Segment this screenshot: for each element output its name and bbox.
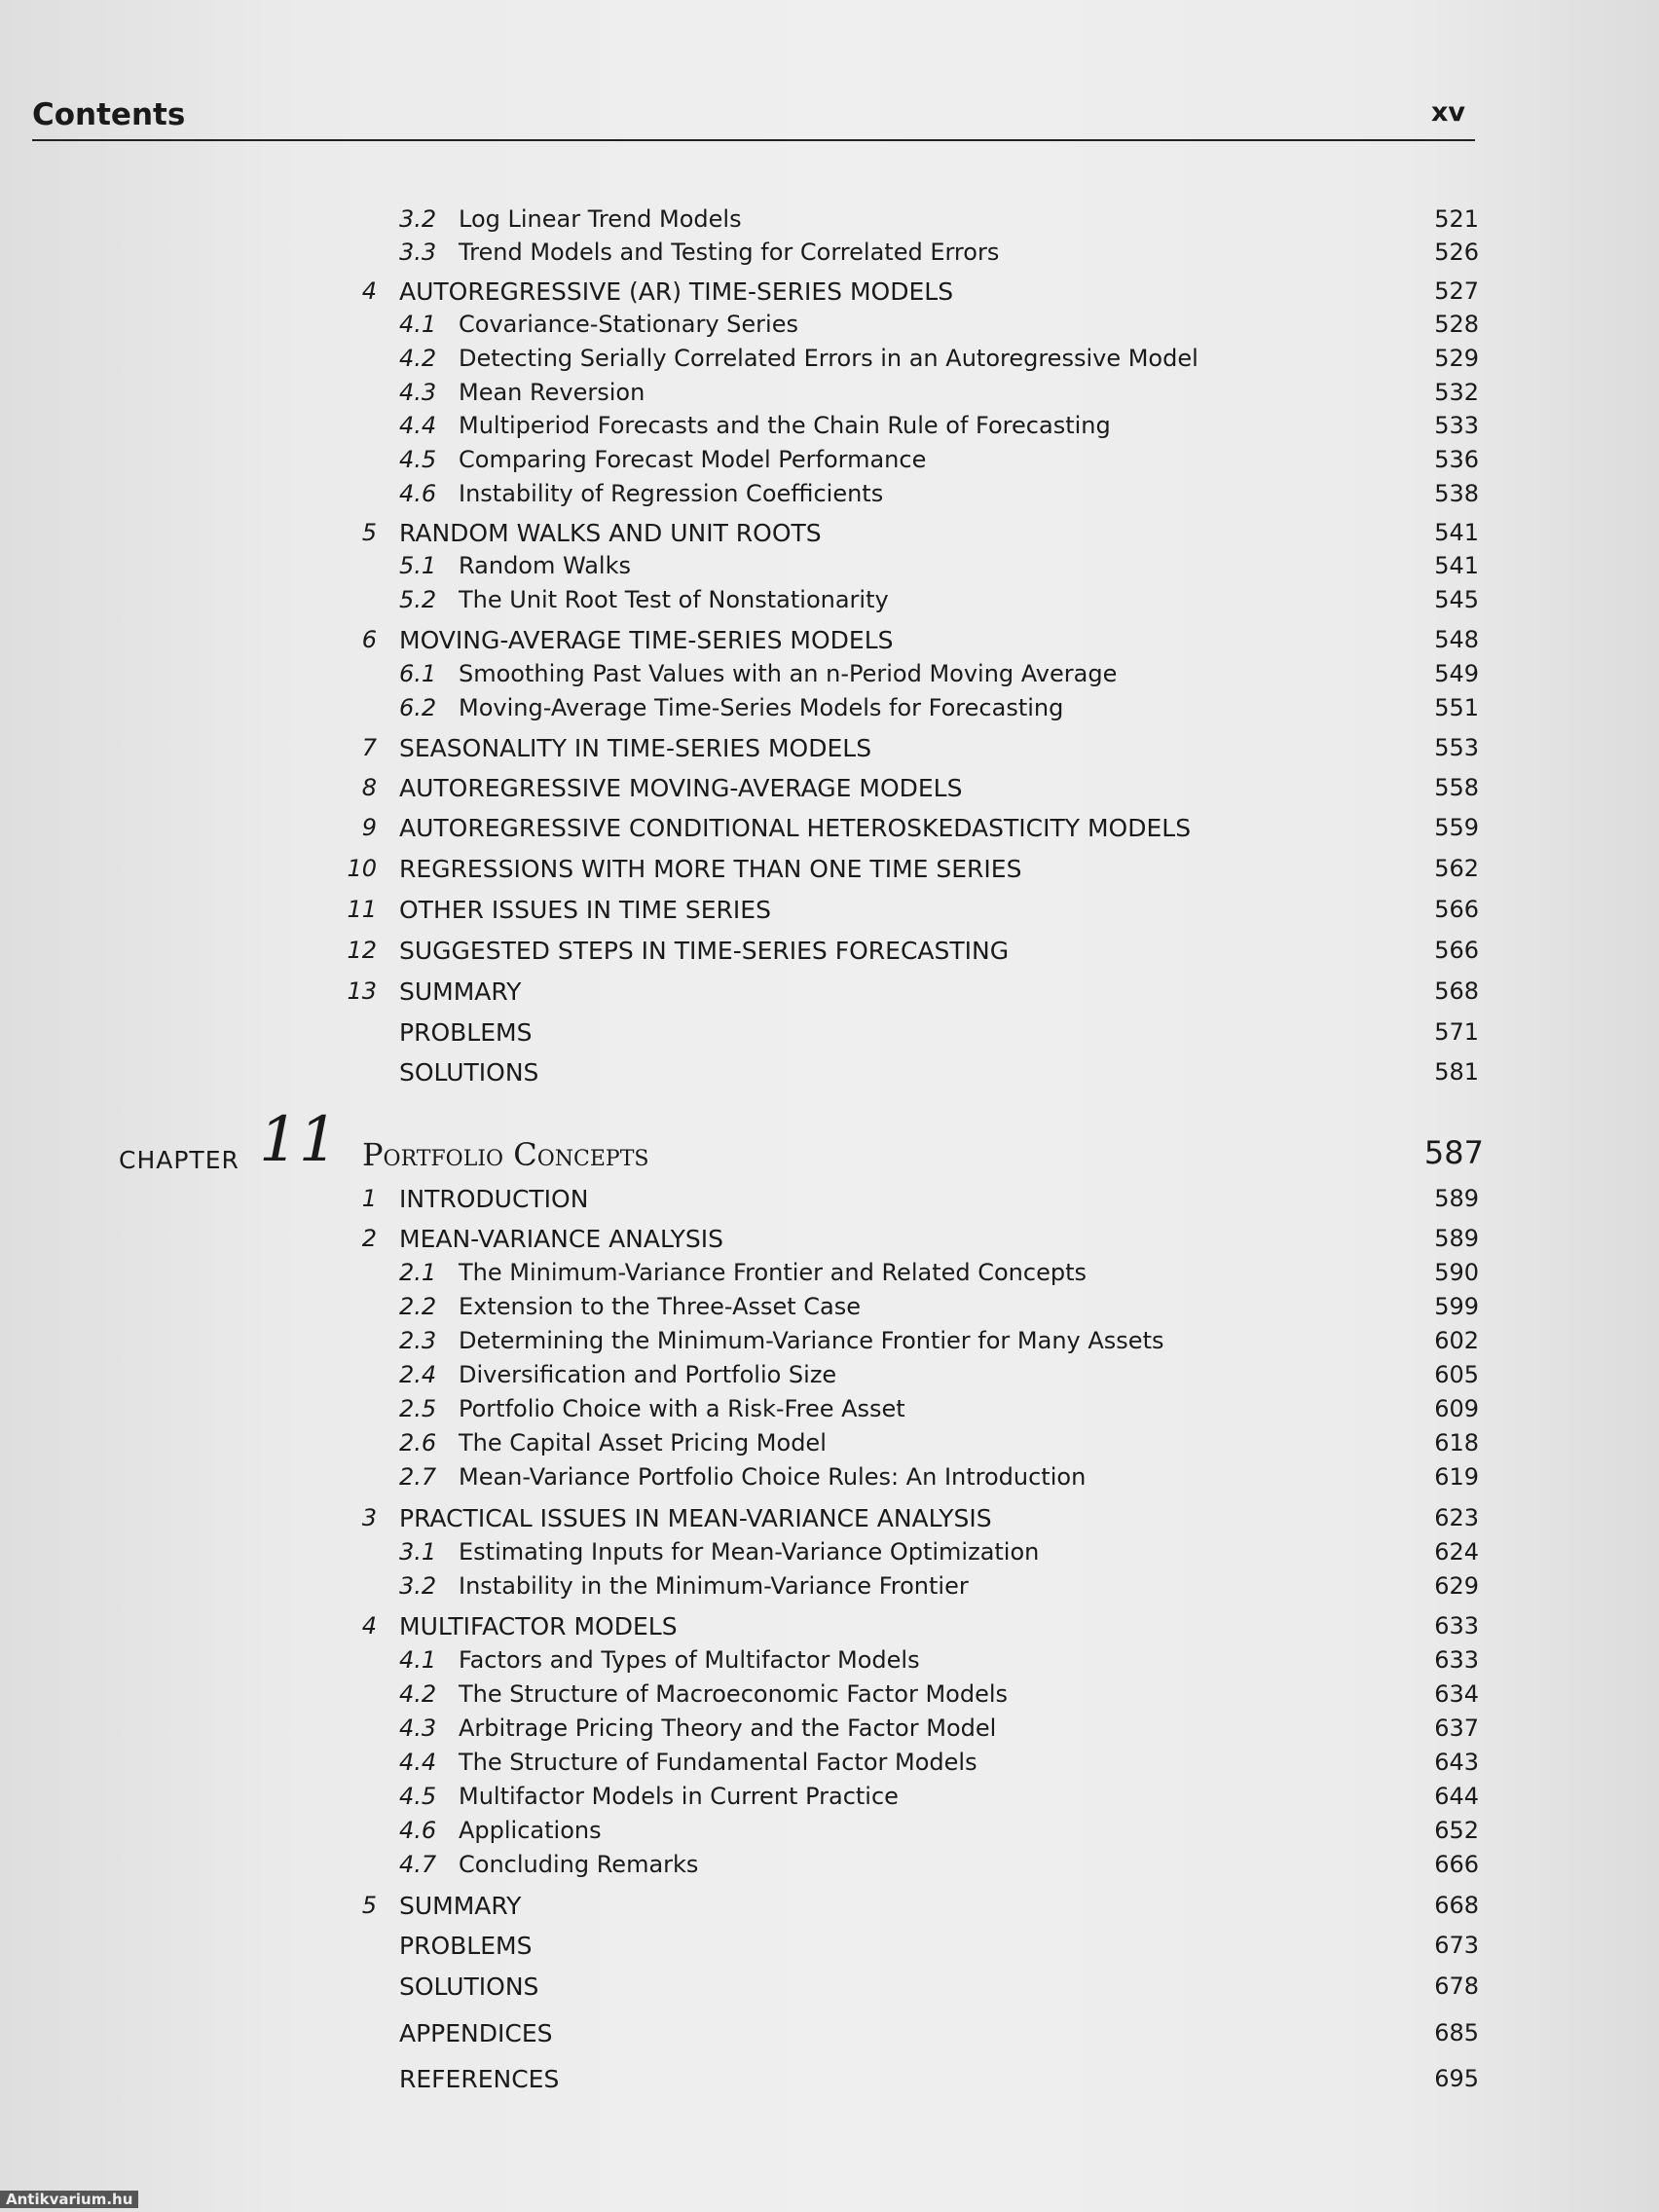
- toc-entry-title: Trend Models and Testing for Correlated Errors: [459, 239, 1000, 266]
- toc-entry-title: SEASONALITY IN TIME-SERIES MODELS: [399, 734, 872, 762]
- toc-entry-number: 5.2: [399, 586, 437, 613]
- toc-entry-number: 4.1: [399, 1646, 437, 1674]
- toc-entry-page: 695: [1434, 2065, 1479, 2092]
- toc-entry-title: Applications: [459, 1817, 602, 1844]
- toc-entry: [0, 1749, 1659, 1788]
- toc-entry: [0, 1538, 1659, 1577]
- toc-entry-title: SUMMARY: [399, 1892, 522, 1920]
- toc-entry-number: 4.6: [399, 480, 437, 507]
- toc-entry: [0, 2065, 1659, 2104]
- toc-entry: [0, 1892, 1659, 1931]
- toc-entry-number: 5: [361, 519, 377, 546]
- toc-entry-number: 4.4: [399, 412, 437, 439]
- toc-entry-page: 589: [1434, 1185, 1479, 1212]
- toc-entry: [0, 1680, 1659, 1719]
- header-rule: [32, 139, 1475, 141]
- toc-entry-page: 624: [1434, 1538, 1479, 1566]
- toc-entry: [0, 1259, 1659, 1298]
- toc-entry-page: 566: [1434, 937, 1479, 964]
- toc-entry: [0, 694, 1659, 733]
- toc-entry: [0, 412, 1659, 451]
- toc-entry-number: 2: [361, 1225, 377, 1252]
- toc-entry-number: 4: [361, 277, 377, 305]
- toc-entry: [0, 1018, 1659, 1057]
- toc-entry: [0, 446, 1659, 485]
- toc-entry-page: 551: [1434, 694, 1479, 721]
- toc-entry-title: Arbitrage Pricing Theory and the Factor Model: [459, 1714, 997, 1742]
- toc-entry: [0, 1504, 1659, 1543]
- toc-entry-number: 3.3: [399, 239, 437, 266]
- toc-entry-number: 2.7: [399, 1463, 437, 1491]
- toc-entry: [0, 626, 1659, 665]
- running-header-page-number: xv: [1431, 97, 1466, 128]
- toc-entry-title: AUTOREGRESSIVE (AR) TIME-SERIES MODELS: [399, 277, 954, 306]
- toc-entry-number: 6.2: [399, 694, 437, 721]
- toc-entry-number: 3.2: [399, 205, 437, 233]
- toc-entry: [0, 1327, 1659, 1366]
- toc-entry-number: 2.2: [399, 1293, 437, 1320]
- toc-entry-title: The Structure of Fundamental Factor Models: [459, 1749, 977, 1776]
- toc-entry-page: 549: [1434, 660, 1479, 687]
- toc-entry-page: 629: [1434, 1572, 1479, 1600]
- toc-entry: [0, 1463, 1659, 1502]
- toc-entry-title: Instability in the Minimum-Variance Frontier: [459, 1572, 969, 1600]
- toc-entry-page: 566: [1434, 896, 1479, 923]
- toc-entry-title: Multiperiod Forecasts and the Chain Rule of Forecasting: [459, 412, 1111, 439]
- toc-entry-page: 526: [1434, 239, 1479, 266]
- toc-entry: [0, 1293, 1659, 1332]
- toc-entry-title: PROBLEMS: [399, 1932, 533, 1960]
- toc-entry: [0, 1572, 1659, 1611]
- toc-entry-number: 8: [361, 774, 377, 801]
- toc-entry-number: 12: [347, 937, 377, 964]
- toc-entry-page: 548: [1434, 626, 1479, 653]
- toc-entry-title: Moving-Average Time-Series Models for Forecasting: [459, 694, 1064, 721]
- toc-entry: [0, 345, 1659, 384]
- toc-entry-page: 568: [1434, 977, 1479, 1005]
- toc-entry-title: Covariance-Stationary Series: [459, 311, 798, 338]
- toc-entry: [0, 937, 1659, 976]
- toc-entry-page: 618: [1434, 1429, 1479, 1456]
- toc-entry-page: 590: [1434, 1259, 1479, 1286]
- toc-entry-title: OTHER ISSUES IN TIME SERIES: [399, 896, 771, 924]
- toc-entry-number: 4: [361, 1612, 377, 1640]
- toc-entry-page: 536: [1434, 446, 1479, 473]
- toc-entry-title: SUMMARY: [399, 977, 522, 1006]
- toc-entry-number: 4.1: [399, 311, 437, 338]
- toc-entry-title: SUGGESTED STEPS IN TIME-SERIES FORECASTING: [399, 937, 1010, 965]
- toc-entry-page: 559: [1434, 814, 1479, 841]
- toc-entry-number: 13: [347, 977, 377, 1005]
- chapter-number: 11: [259, 1104, 339, 1176]
- toc-entry-number: 2.4: [399, 1361, 437, 1388]
- toc-entry-page: 643: [1434, 1749, 1479, 1776]
- toc-entry-page: 619: [1434, 1463, 1479, 1491]
- toc-entry-title: The Structure of Macroeconomic Factor Models: [459, 1680, 1008, 1708]
- toc-entry-title: MOVING-AVERAGE TIME-SERIES MODELS: [399, 626, 894, 654]
- toc-entry-title: The Unit Root Test of Nonstationarity: [459, 586, 889, 613]
- toc-entry-title: Smoothing Past Values with an n-Period Moving Average: [459, 660, 1118, 687]
- toc-entry-page: 545: [1434, 586, 1479, 613]
- toc-entry-number: 1: [361, 1185, 377, 1212]
- toc-entry: [0, 1932, 1659, 1971]
- toc-entry-page: 605: [1434, 1361, 1479, 1388]
- toc-entry-number: 7: [361, 734, 377, 761]
- toc-entry-title: Estimating Inputs for Mean-Variance Optimization: [459, 1538, 1040, 1566]
- toc-entry-number: 5: [361, 1892, 377, 1919]
- toc-entry-number: 4.2: [399, 1680, 437, 1708]
- toc-entry: [0, 586, 1659, 625]
- toc-entry-title: Instability of Regression Coefficients: [459, 480, 884, 507]
- toc-entry-title: Determining the Minimum-Variance Frontier for Many Assets: [459, 1327, 1164, 1354]
- toc-entry: [0, 774, 1659, 813]
- toc-entry-number: 2.5: [399, 1395, 437, 1422]
- toc-entry-number: 2.1: [399, 1259, 437, 1286]
- toc-entry-title: INTRODUCTION: [399, 1185, 589, 1213]
- toc-entry-page: 581: [1434, 1058, 1479, 1086]
- toc-entry: [0, 1361, 1659, 1400]
- toc-entry-page: 637: [1434, 1714, 1479, 1742]
- toc-entry-number: 2.3: [399, 1327, 437, 1354]
- toc-entry: [0, 1972, 1659, 2011]
- toc-entry-title: SOLUTIONS: [399, 1972, 539, 2001]
- toc-entry: [0, 1612, 1659, 1651]
- toc-entry-page: 609: [1434, 1395, 1479, 1422]
- toc-entry-number: 4.2: [399, 345, 437, 372]
- toc-entry-page: 528: [1434, 311, 1479, 338]
- toc-entry: [0, 1058, 1659, 1097]
- toc-entry-page: 668: [1434, 1892, 1479, 1919]
- watermark: Antikvarium.hu: [0, 2191, 138, 2208]
- toc-entry: [0, 855, 1659, 894]
- toc-entry-number: 5.1: [399, 552, 437, 579]
- toc-entry-title: PRACTICAL ISSUES IN MEAN-VARIANCE ANALYSIS: [399, 1504, 992, 1532]
- toc-entry-page: 602: [1434, 1327, 1479, 1354]
- toc-entry-title: Detecting Serially Correlated Errors in an Autoregressive Model: [459, 345, 1198, 372]
- toc-entry-number: 3.1: [399, 1538, 437, 1566]
- toc-entry-page: 533: [1434, 412, 1479, 439]
- toc-entry-number: 2.6: [399, 1429, 437, 1456]
- toc-entry-title: Diversification and Portfolio Size: [459, 1361, 837, 1388]
- toc-entry: [0, 480, 1659, 519]
- toc-entry-title: Factors and Types of Multifactor Models: [459, 1646, 920, 1674]
- toc-entry-page: 521: [1434, 205, 1479, 233]
- toc-entry-title: SOLUTIONS: [399, 1058, 539, 1087]
- toc-entry-number: 4.4: [399, 1749, 437, 1776]
- toc-entry-number: 4.5: [399, 446, 437, 473]
- toc-entry-number: 6.1: [399, 660, 437, 687]
- toc-entry: [0, 552, 1659, 591]
- toc-entry-page: 634: [1434, 1680, 1479, 1708]
- toc-entry-page: 644: [1434, 1783, 1479, 1810]
- toc-entry-page: 553: [1434, 734, 1479, 761]
- toc-entry-title: Mean-Variance Portfolio Choice Rules: An Introduction: [459, 1463, 1087, 1491]
- toc-entry-number: 6: [361, 626, 377, 653]
- toc-entry: [0, 1185, 1659, 1224]
- toc-entry: [0, 1646, 1659, 1685]
- toc-entry-page: 666: [1434, 1851, 1479, 1878]
- toc-entry-page: 558: [1434, 774, 1479, 801]
- toc-entry: [0, 1817, 1659, 1856]
- toc-entry: [0, 1783, 1659, 1822]
- toc-entry-title: Multifactor Models in Current Practice: [459, 1783, 899, 1810]
- chapter-label: CHAPTER: [119, 1146, 240, 1174]
- toc-entry-number: 3.2: [399, 1572, 437, 1600]
- toc-entry-page: 678: [1434, 1972, 1479, 2000]
- toc-entry: [0, 311, 1659, 350]
- toc-entry-page: 571: [1434, 1018, 1479, 1046]
- toc-entry-page: 527: [1434, 277, 1479, 305]
- toc-entry-page: 541: [1434, 552, 1479, 579]
- toc-entry-title: Concluding Remarks: [459, 1851, 699, 1878]
- toc-entry: [0, 1225, 1659, 1264]
- toc-entry: [0, 660, 1659, 699]
- toc-entry-title: Extension to the Three-Asset Case: [459, 1293, 862, 1320]
- toc-entry-number: 3: [361, 1504, 377, 1531]
- toc-entry-title: Comparing Forecast Model Performance: [459, 446, 927, 473]
- toc-entry-title: PROBLEMS: [399, 1018, 533, 1047]
- toc-entry-page: 529: [1434, 345, 1479, 372]
- toc-entry-page: 532: [1434, 379, 1479, 406]
- toc-entry-page: 652: [1434, 1817, 1479, 1844]
- chapter-page-number: 587: [1423, 1134, 1484, 1171]
- toc-entry: [0, 239, 1659, 277]
- toc-entry-title: Mean Reversion: [459, 379, 645, 406]
- toc-entry: [0, 2019, 1659, 2058]
- toc-entry-number: 10: [347, 855, 377, 882]
- chapter-title: Portfolio Concepts: [362, 1136, 649, 1173]
- toc-entry-page: 685: [1434, 2019, 1479, 2046]
- toc-entry-title: AUTOREGRESSIVE MOVING-AVERAGE MODELS: [399, 774, 963, 802]
- toc-entry-page: 599: [1434, 1293, 1479, 1320]
- toc-entry-page: 623: [1434, 1504, 1479, 1531]
- toc-entry: [0, 1429, 1659, 1468]
- toc-entry-number: 11: [347, 896, 377, 923]
- toc-entry-title: AUTOREGRESSIVE CONDITIONAL HETEROSKEDASTICITY MODELS: [399, 814, 1192, 842]
- toc-entry-number: 4.3: [399, 1714, 437, 1742]
- toc-entry-page: 541: [1434, 519, 1479, 546]
- toc-entry: [0, 814, 1659, 853]
- toc-entry: [0, 1851, 1659, 1890]
- toc-entry: [0, 1714, 1659, 1753]
- toc-entry-page: 562: [1434, 855, 1479, 882]
- toc-entry-title: MEAN-VARIANCE ANALYSIS: [399, 1225, 723, 1253]
- toc-entry-number: 4.7: [399, 1851, 437, 1878]
- toc-entry-number: 9: [361, 814, 377, 841]
- toc-entry-number: 4.6: [399, 1817, 437, 1844]
- toc-entry-page: 673: [1434, 1932, 1479, 1959]
- toc-entry: [0, 734, 1659, 773]
- toc-entry-title: The Capital Asset Pricing Model: [459, 1429, 827, 1456]
- toc-entry-title: Portfolio Choice with a Risk-Free Asset: [459, 1395, 905, 1422]
- toc-entry-number: 4.5: [399, 1783, 437, 1810]
- toc-entry-title: APPENDICES: [399, 2019, 553, 2047]
- toc-entry-number: 4.3: [399, 379, 437, 406]
- toc-entry-title: REFERENCES: [399, 2065, 560, 2093]
- running-header-title: Contents: [32, 97, 186, 132]
- toc-entry: [0, 896, 1659, 935]
- toc-entry-page: 633: [1434, 1612, 1479, 1640]
- toc-entry-title: Random Walks: [459, 552, 631, 579]
- toc-entry-title: MULTIFACTOR MODELS: [399, 1612, 678, 1641]
- toc-entry-page: 589: [1434, 1225, 1479, 1252]
- toc-entry-title: RANDOM WALKS AND UNIT ROOTS: [399, 519, 822, 547]
- toc-entry-page: 538: [1434, 480, 1479, 507]
- toc-entry-title: The Minimum-Variance Frontier and Related Concepts: [459, 1259, 1087, 1286]
- toc-entry: [0, 977, 1659, 1016]
- toc-entry: [0, 1395, 1659, 1434]
- toc-entry-title: REGRESSIONS WITH MORE THAN ONE TIME SERIES: [399, 855, 1022, 883]
- toc-entry-page: 633: [1434, 1646, 1479, 1674]
- toc-entry-title: Log Linear Trend Models: [459, 205, 742, 233]
